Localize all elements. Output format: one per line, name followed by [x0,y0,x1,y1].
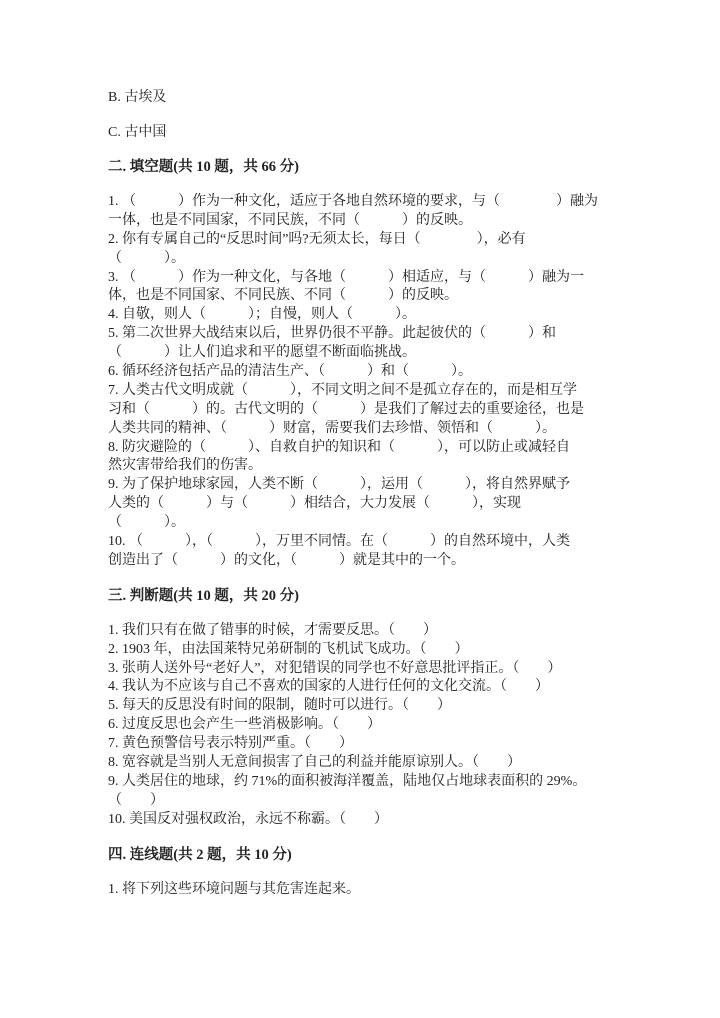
question-text-line: 一体，也是不同国家，不同民族，不同（ ）的反映。 [108,212,472,228]
question-text-line: 10. （ ），（ ），万里不同情。在（ ）的自然环境中，人类 [108,534,570,550]
question-text-line: 习和（ ）的。古代文明的（ ）是我们了解过去的重要途径，也是 [108,401,584,417]
question-item [108,697,628,716]
question-text-line: 1. （ ）作为一种文化，适应于各地自然环境的要求，与（ ）融为 [108,194,598,209]
question-item [108,193,628,231]
question-item [108,773,628,811]
question-item [108,678,628,697]
question-list [108,881,628,900]
question-text-line: 5. 第二次世界大战结束以后，世界仍很不平静。此起彼伏的（ ）和 [108,326,556,342]
question-item [108,641,628,660]
question-text-line: 8. 宽容就是当别人无意间损害了自己的利益并能原谅别人。（ ） [108,755,521,771]
question-item [108,881,628,900]
question-text-line: 8. 防灾避险的（ ）、自救自护的知识和（ ），可以防止或减轻自 [108,439,570,455]
question-text-line: 人类共同的精神、（ ）财富，需要我们去珍惜、领悟和（ ）。 [108,420,556,436]
document-page [108,88,628,916]
question-text-line: 体，也是不同国家、不同民族、不同（ ）的反映。 [108,288,458,304]
question-text-line: 3. 张萌人送外号“老好人”，对犯错误的同学也不好意思批评指正。（ ） [108,660,562,676]
question-item [108,735,628,754]
question-text-line: 2. 你有专属自己的“反思时间”吗?无须太长，每日（ ），必有 [108,231,526,247]
question-text-line: （ ） [108,792,164,808]
section-title: 四. 连线题(共 2 题，共 10 分) [108,846,292,863]
question-item [108,325,628,363]
question-text-line: 7. 黄色预警信号表示特别严重。（ ） [108,736,353,752]
question-text-line: 1. 我们只有在做了错事的时候，才需要反思。（ ） [108,622,437,638]
question-text-line: 5. 每天的反思没有时间的限制，随时可以进行。（ ） [108,698,451,714]
question-item [108,811,628,830]
question-text-line: 然灾害带给我们的伤害。 [108,458,262,474]
question-item [108,382,628,439]
question-text-line: 3. （ ）作为一种文化，与各地（ ）相适应，与（ ）融为一 [108,269,584,285]
question-text-line: （ ）让人们追求和平的愿望不断面临挑战。 [108,345,416,361]
question-item [108,363,628,382]
question-item [108,231,628,269]
question-text-line: 人类的（ ）与（ ）相结合，大力发展（ ），实现 [108,496,521,512]
question-text-line: 4. 我认为不应该与自己不喜欢的国家的人进行任何的文化交流。（ ） [108,679,549,695]
question-list [108,622,628,830]
question-text-line: 1. 将下列这些环境问题与其危害连起来。 [108,881,360,897]
section-title: 三. 判断题(共 10 题，共 20 分) [108,587,299,604]
question-item [108,716,628,735]
question-text-line: 创造出了（ ）的文化，（ ）就是其中的一个。 [108,552,465,568]
question-text-line: 9. 为了保护地球家园，人类不断（ ），运用（ ），将自然界赋予 [108,477,570,493]
sections [108,158,628,900]
question-item [108,439,628,477]
question-item [108,622,628,641]
option-b: B. 古埃及 [108,90,167,105]
question-item [108,476,628,533]
question-text-line: 9. 人类居住的地球，约 71%的面积被海洋覆盖，陆地仅占地球表面积的 29%。 [108,773,587,789]
question-item [108,533,628,571]
question-item [108,660,628,679]
question-text-line: （ ）。 [108,250,185,266]
question-list [108,193,628,571]
section-title: 二. 填空题(共 10 题，共 66 分) [108,159,299,175]
option-c: C. 古中国 [108,125,167,140]
question-text-line: 6. 过度反思也会产生一些消极影响。（ ） [108,717,381,733]
question-text-line: 2. 1903 年，由法国莱特兄弟研制的飞机试飞成功。（ ） [108,641,469,657]
question-item [108,754,628,773]
question-text-line: 4. 自敬，则人（ ）；自慢，则人（ ）。 [108,307,416,323]
question-item [108,306,628,325]
question-text-line: 10. 美国反对强权政治，永远不称霸。（ ） [108,811,388,827]
question-text-line: 6. 循环经济包括产品的清洁生产、（ ）和（ ）。 [108,364,472,380]
question-text-line: （ ）。 [108,515,185,531]
question-text-line: 7. 人类古代文明成就（ ），不同文明之间不是孤立存在的，而是相互学 [108,382,577,398]
question-item [108,269,628,307]
